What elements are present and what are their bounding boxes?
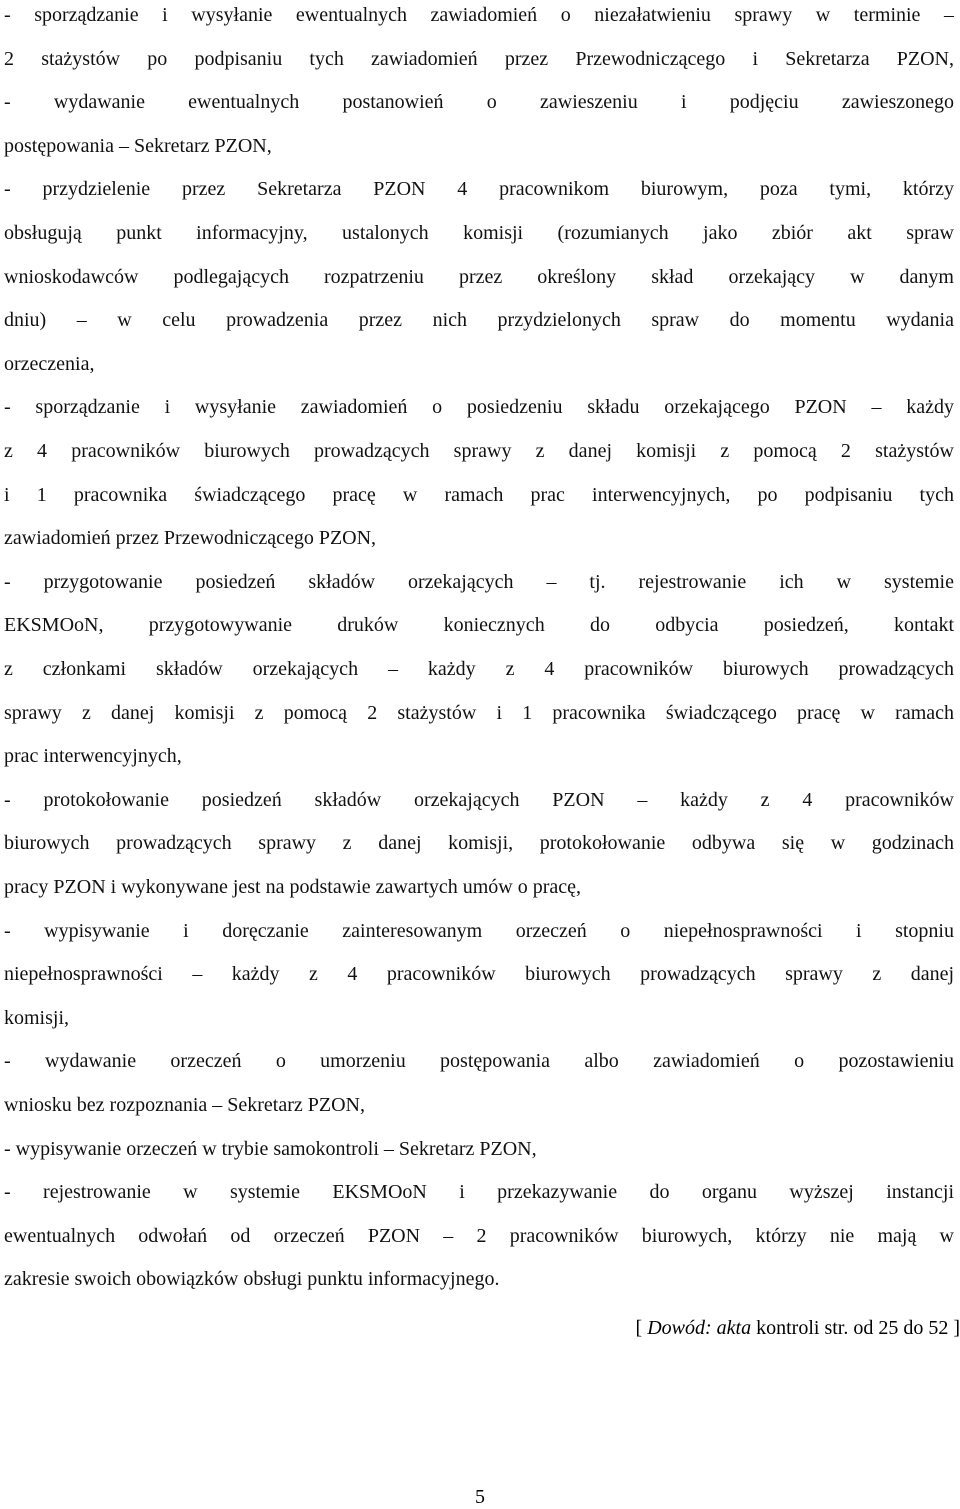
text-line: 2 stażystów po podpisaniu tych zawiadomień przez Przewodniczącego i Sekretarza PZON, <box>4 47 954 70</box>
text-line: obsługują punkt informacyjny, ustalonych komisji (rozumianych jako zbiór akt spraw <box>4 222 954 244</box>
text-line: - wydawanie ewentualnych postanowień o zawieszeniu i podjęciu zawieszonego <box>4 91 954 114</box>
text-line: - wydawanie orzeczeń o umorzeniu postępowania albo zawiadomień o pozostawieniu <box>4 1050 954 1073</box>
text-line: postępowania – Sekretarz PZON, <box>4 134 272 157</box>
text-line: EKSMOoN, przygotowywanie druków koniecznych do odbycia posiedzeń, kontakt <box>4 614 954 637</box>
text-line: - wypisywanie i doręczanie zainteresowanym orzeczeń o niepełnosprawności i stopniu <box>4 919 954 942</box>
text-line: dniu) – w celu prowadzenia przez nich przydzielonych spraw do momentu wydania <box>4 309 954 332</box>
evidence-reference <box>636 1313 960 1343</box>
text-line: pracy PZON i wykonywane jest na podstawie zawartych umów o pracę, <box>4 876 582 898</box>
text-line: i 1 pracownika świadczącego pracę w ramach prac interwencyjnych, po podpisaniu tych <box>4 483 954 506</box>
text-line: wniosku bez rozpoznania – Sekretarz PZON, <box>4 1094 365 1116</box>
evidence-open-bracket: [ <box>635 1317 648 1339</box>
text-line: zakresie swoich obowiązków obsługi punktu informacyjnego. <box>4 1268 500 1291</box>
text-line: wnioskodawców podlegających rozpatrzeniu przez określony skład orzekający w danym <box>4 265 954 288</box>
evidence-pages: kontroli str. od 25 do 52 ] <box>751 1317 960 1339</box>
text-line: - przygotowanie posiedzeń składów orzekających – tj. rejestrowanie ich w systemie <box>4 570 954 593</box>
text-line: - rejestrowanie w systemie EKSMOoN i przekazywanie do organu wyższej instancji <box>4 1181 954 1204</box>
text-line: sprawy z danej komisji z pomocą 2 stażystów i 1 pracownika świadczącego pracę w ramach <box>4 701 954 724</box>
text-line: - sporządzanie i wysyłanie ewentualnych zawiadomień o niezałatwieniu sprawy w terminie – <box>4 4 954 26</box>
text-line: prac interwencyjnych, <box>4 745 182 768</box>
text-line: - sporządzanie i wysyłanie zawiadomień o posiedzeniu składu orzekającego PZON – każdy <box>4 396 954 419</box>
text-line: - wypisywanie orzeczeń w trybie samokontroli – Sekretarz PZON, <box>4 1137 537 1160</box>
text-line: - przydzielenie przez Sekretarza PZON 4 pracownikom biurowym, poza tymi, którzy <box>4 178 954 201</box>
text-line: - protokołowanie posiedzeń składów orzekających PZON – każdy z 4 pracowników <box>4 788 954 811</box>
text-line: biurowych prowadzących sprawy z danej komisji, protokołowanie odbywa się w godzinach <box>4 832 954 855</box>
text-line: ewentualnych odwołań od orzeczeń PZON – 2 pracowników biurowych, którzy nie mają w <box>4 1224 954 1247</box>
text-line: z członkami składów orzekających – każdy z 4 pracowników biurowych prowadzących <box>4 658 954 680</box>
page-number: 5 <box>475 1486 485 1508</box>
text-line: z 4 pracowników biurowych prowadzących sprawy z danej komisji z pomocą 2 stażystów <box>4 440 954 462</box>
text-line: niepełnosprawności – każdy z 4 pracowników biurowych prowadzących sprawy z danej <box>4 963 954 986</box>
text-line: orzeczenia, <box>4 352 95 375</box>
text-line: zawiadomień przez Przewodniczącego PZON, <box>4 527 377 550</box>
text-line: komisji, <box>4 1006 70 1029</box>
evidence-label: Dowód: akta <box>647 1317 752 1339</box>
